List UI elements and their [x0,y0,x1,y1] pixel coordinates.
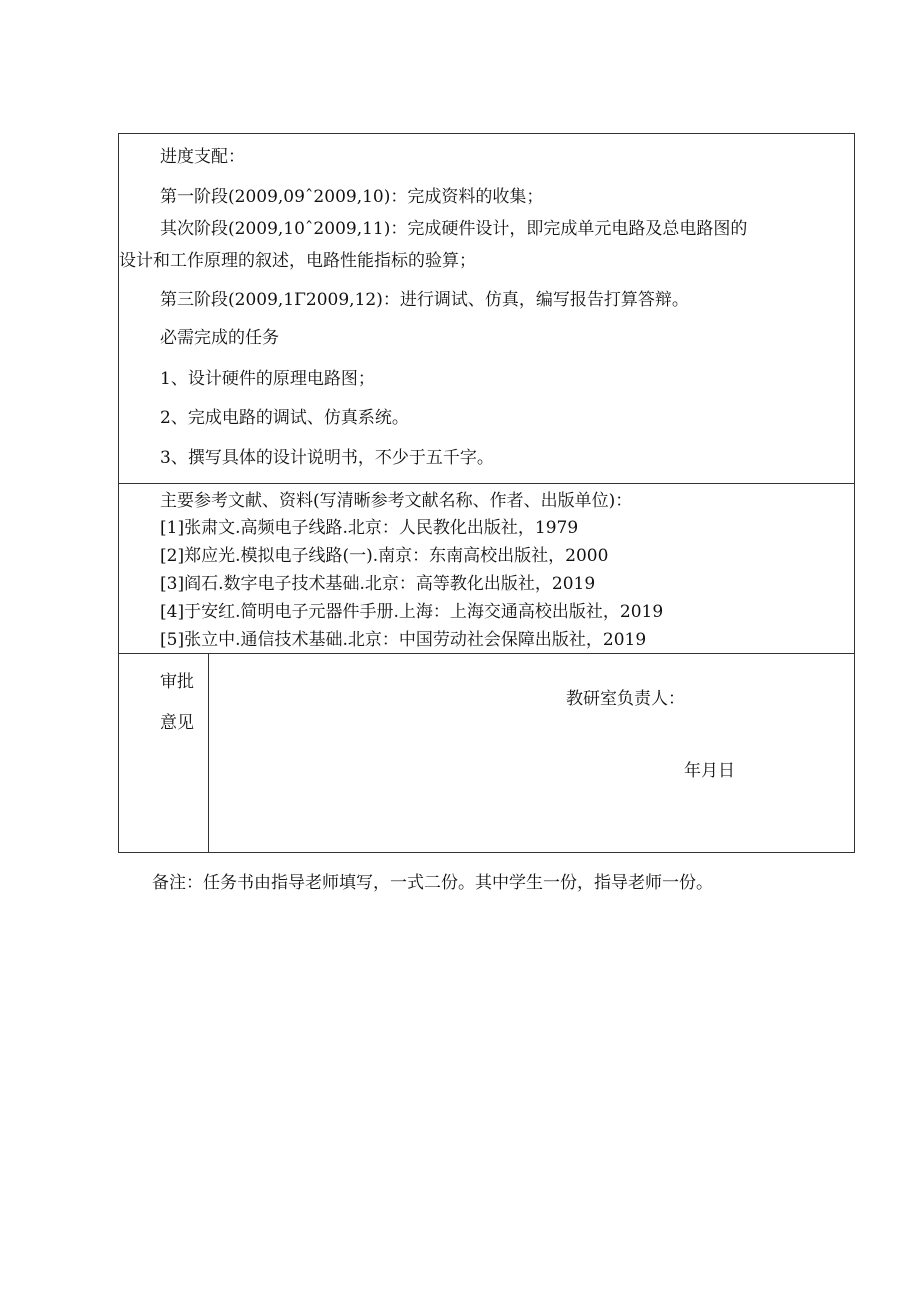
task-item: 2、完成电路的调试、仿真系统。 [160,408,409,428]
reference-item: [4]于安红.简明电子元器件手册.上海：上海交通高校出版社，2019 [160,602,664,622]
reference-item: [1]张肃文.高频电子线路.北京：人民教化出版社，1979 [160,518,579,538]
references-heading: 主要参考文献、资料(写清晰参考文献名称、作者、出版单位)： [160,491,633,511]
supervisor-signature-label: 教研室负责人： [566,689,685,709]
reference-item: [3]阎石.数字电子技术基础.北京：高等教化出版社，2019 [160,574,596,594]
approval-label-line-1: 审批 [160,672,194,692]
reference-item: [2]郑应光.模拟电子线路(一).南京：东南高校出版社，2000 [160,546,609,566]
approval-label-cell [119,654,209,853]
approval-section [119,654,854,853]
footnote: 备注：任务书由指导老师填写，一式二份。其中学生一份，指导老师一份。 [152,873,713,893]
approval-date-label: 年月日 [684,761,735,781]
stage-2-line-2: 设计和工作原理的叙述，电路性能指标的验算； [119,251,476,271]
stage-3: 第三阶段(2009,1Γ2009,12)：进行调试、仿真，编写报告打算答辩。 [160,290,689,310]
tasks-heading: 必需完成的任务 [160,328,279,348]
stage-1: 第一阶段(2009,09ˆ2009,10)：完成资料的收集； [160,187,544,207]
stage-2-line-1: 其次阶段(2009,10ˆ2009,11)：完成硬件设计，即完成单元电路及总电路图的 [160,219,748,239]
progress-heading: 进度支配： [160,147,245,167]
task-item: 3、撰写具体的设计说明书，不少于五千字。 [160,448,494,468]
approval-label-line-2: 意见 [160,713,194,733]
approval-content-cell[interactable] [209,654,854,853]
progress-section [119,134,854,484]
task-item: 1、设计硬件的原理电路图； [160,369,375,389]
references-section [119,484,854,654]
reference-item: [5]张立中.通信技术基础.北京：中国劳动社会保障出版社，2019 [160,630,647,650]
task-form-table [118,133,855,853]
